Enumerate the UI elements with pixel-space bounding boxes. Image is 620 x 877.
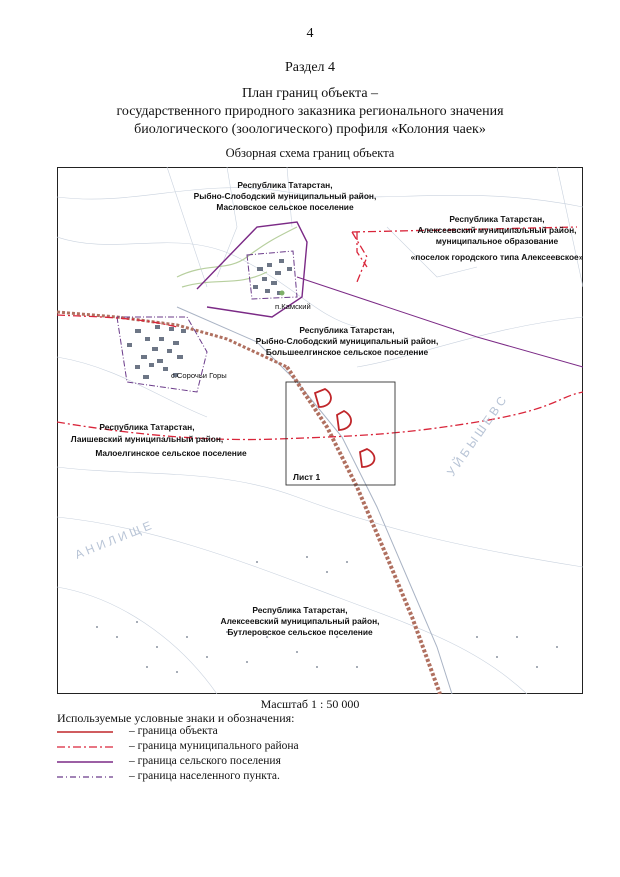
label-sheet-1: Лист 1 bbox=[293, 472, 321, 482]
section-heading: Раздел 4 bbox=[284, 60, 336, 75]
svg-text:А Н И Л И Щ Е: А Н И Л И Щ Е bbox=[72, 518, 154, 562]
svg-text:Республика Татарстан,: Республика Татарстан, bbox=[237, 180, 333, 190]
legend-label: – граница объекта bbox=[129, 725, 218, 737]
overview-map bbox=[57, 167, 583, 694]
svg-text:Республика Татарстан,: Республика Татарстан, bbox=[449, 214, 545, 224]
svg-text:Рыбно-Слободский муниципальный: Рыбно-Слободский муниципальный район, bbox=[255, 336, 439, 346]
settlement-boundary-line-icon bbox=[57, 774, 117, 780]
svg-text:Алексеевский муниципальный рай: Алексеевский муниципальный район, bbox=[220, 616, 380, 626]
legend-label: – граница сельского поселения bbox=[129, 755, 281, 767]
kamsky-marker-icon bbox=[280, 291, 285, 296]
svg-text:Республика Татарстан,: Республика Татарстан, bbox=[99, 422, 195, 432]
svg-text:Республика Татарстан,: Республика Татарстан, bbox=[299, 325, 395, 335]
legend-label: – граница населенного пункта. bbox=[129, 770, 280, 782]
title-line-1: План границ объекта – bbox=[241, 86, 379, 101]
object-boundary-line-icon bbox=[57, 729, 117, 735]
legend-item-settlement-boundary bbox=[57, 770, 557, 784]
legend-label: – граница муниципального района bbox=[129, 740, 299, 752]
title-line-3: биологического (зоологического) профиля «Колония чаек» bbox=[134, 122, 486, 137]
district-boundary-line-icon bbox=[57, 744, 117, 750]
map-subtitle: Обзорная схема границ объекта bbox=[225, 146, 395, 160]
label-kamsky: п.Камский bbox=[275, 302, 311, 311]
legend-title: Используемые условные знаки и обозначения: bbox=[57, 711, 295, 725]
svg-text:Рыбно-Слободский муниципальный: Рыбно-Слободский муниципальный район, bbox=[193, 191, 377, 201]
svg-text:Алексеевский муниципальный рай: Алексеевский муниципальный район, bbox=[417, 225, 577, 235]
legend-item-object-boundary bbox=[57, 725, 557, 739]
page-number: 4 bbox=[306, 26, 314, 41]
svg-text:Малоелгинское сельское поселен: Малоелгинское сельское поселение bbox=[95, 448, 247, 458]
svg-text:Бутлеровское сельское поселени: Бутлеровское сельское поселение bbox=[227, 627, 373, 637]
legend-item-district-boundary bbox=[57, 740, 557, 754]
svg-text:Масловское сельское поселение: Масловское сельское поселение bbox=[216, 202, 354, 212]
rural-boundary-line-icon bbox=[57, 759, 117, 765]
svg-text:Республика Татарстан,: Республика Татарстан, bbox=[252, 605, 348, 615]
legend-item-rural-boundary bbox=[57, 755, 557, 769]
svg-text:Лаишевский муниципальный район: Лаишевский муниципальный район, bbox=[70, 434, 224, 444]
map-scale: Масштаб 1 : 50 000 bbox=[260, 697, 360, 711]
svg-text:муниципальное образование: муниципальное образование bbox=[435, 236, 559, 246]
svg-text:«поселок городского типа Алекс: «поселок городского типа Алексеевское» bbox=[410, 252, 583, 262]
label-sorochyi-gory: с.Сорочьи Горы bbox=[171, 371, 227, 380]
svg-text:У Й Б Ы Ш Е В С: У Й Б Ы Ш Е В С bbox=[443, 393, 510, 479]
svg-text:Большеелгинское сельское посел: Большеелгинское сельское поселение bbox=[265, 347, 429, 357]
title-line-2: государственного природного заказника регионального значения bbox=[116, 104, 504, 119]
